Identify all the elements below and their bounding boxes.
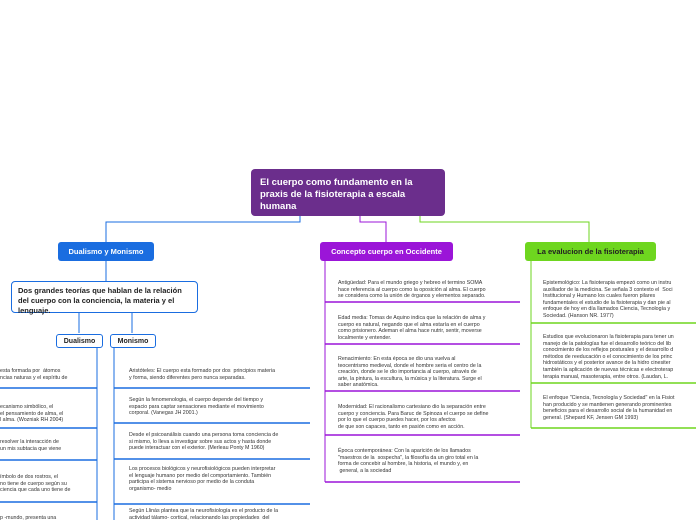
- branch-concepto-occidente[interactable]: Concepto cuerpo en Occidente: [320, 242, 453, 261]
- monismo-item-5[interactable]: Según Llinás plantea que la neurofisiología es el producto de la actividad tálamo- cortical, relacionando las propiedades del: [129, 508, 279, 520]
- branch-evaluacion-fisioterapia[interactable]: La evalucion de la fisioterapia: [525, 242, 656, 261]
- evaluacion-item-enfoque-cts[interactable]: El enfoque "Ciencia, Tecnología y Sociedad" en la Fisiot han producido y se mantienen generando prominentes beneficios para el desarrollo social de la humanidad en general. (Shepard KF, Jensen GM 1993): [543, 395, 675, 421]
- connector-evaluacion: [420, 216, 589, 242]
- dualismo-item-3[interactable]: resolver la interacción de un mis subtacia que viene: [0, 439, 62, 452]
- monismo-item-4[interactable]: Los procesos biológicos y neurofisiológicos pueden interpretar el lenguaje humano por medio del comportamiento. También participa el sistema nervioso por medio de la conduta organismo- medio: [129, 466, 276, 492]
- branch-dualismo-monismo[interactable]: Dualismo y Monismo: [58, 242, 154, 261]
- evaluacion-item-estudios[interactable]: Estudios que evolucionaron la fisioterapia para tener un manejo de la patologías fue el desarrollo teórico del lib conocimiento de los reflejos posturales y el desarrollo d métodos de reeducación o el conocimiento de los princ hidrostáticos y el posterior avance de la hidro cinesiter también la aplicación de nuevas técnicas e electroterap terapia manual, masoterapia, entre otros. (Laudan, L.: [543, 334, 674, 380]
- concepto-item-edad-media[interactable]: Edad media: Tomas de Aquino indica que la relación de alma y cuerpo es natural, negando que el alma estaría en el cuerpo como prisionero. Ademan el alma hace nutrir, sentir, moverse localmente y entender.: [338, 315, 486, 341]
- monismo-item-1[interactable]: Aristóteles: El cuerpo esta formado por dos principios materia y forma, siendo diferentes pero nunca separadas.: [129, 368, 276, 381]
- dualismo-item-1[interactable]: esta formada por átomos ncias naturas y el espíritu de: [0, 368, 68, 381]
- concepto-item-contemporanea[interactable]: Época contemporánea: Con la aparición de los llamados "maestros de la sospecha", la filosofía da un giro total en la forma de concebir al hombre, la historia, el mundo y, en general, a la sociedad: [338, 448, 479, 474]
- connector-dualismo: [106, 216, 300, 242]
- monismo-item-3[interactable]: Desde el psicoanálisis cuando una persona toma conciencia de si mismo, lo lleva a investigar sobre sus actos y hasta donde puede interactuar con el exterior. (Merleau Ponty M 1960): [129, 432, 279, 452]
- teorias-topic[interactable]: Dos grandes teorías que hablan de la relación del cuerpo con la conciencia, la materia y el lenguaje.: [11, 281, 198, 313]
- root-topic[interactable]: El cuerpo como fundamento en la praxis de la fisioterapia a escala humana: [251, 169, 445, 216]
- monismo-item-2[interactable]: Según la fenomenologia, el cuerpo depende del tiempo y espacio para captar sensaciones mediante el movimiento corporal. (Vanegas JH 2001.): [129, 397, 264, 417]
- evaluacion-item-epistemologico[interactable]: Epistemológico: La fisioterapia empezó como un instru auxiliador de la medicina. Se señala 3 contexto el Soci Institucional y Humano los cuales fueron pilares fundamentales el estudio de la fisioterapia y dan pie al enfoque de hoy en día llamados Ciencia, Tecnología y Sociedad. (Hanson NR. 1977): [543, 280, 673, 319]
- concepto-item-modernidad[interactable]: Modernidad: El racionalismo cartesiano dio la separación entre cuerpo y conciencia. Para Baruc de Spinoza el cuerpo se define por lo que el cuerpo puedes hacer, por los afectos de que son capaces, tanto en pasión como en acción.: [338, 404, 489, 430]
- dualismo-item-4[interactable]: ímbolo de dos rostros, el no tiene de cuerpo según su ciencia que cada uno tiene de: [0, 474, 71, 494]
- dualismo-item-2[interactable]: ecanismo simbólico, el el pensamiento de alma, el l alma. (Wozniak RH 2004): [0, 404, 64, 424]
- concepto-item-antiguedad[interactable]: Antigüedad: Para el mundo griego y hebreo el termino SOMA hace referencia al cuerpo como la oposición al alma. El cuerpo se considera como la unión de órganos y elementos separado.: [338, 280, 486, 300]
- dualismo-topic[interactable]: Dualismo: [56, 334, 103, 348]
- monismo-topic[interactable]: Monismo: [110, 334, 156, 348]
- dualismo-item-5[interactable]: p -mundo, presenta una: [0, 515, 57, 521]
- connector-concepto: [360, 216, 386, 242]
- concepto-item-renacimiento[interactable]: Renacimiento: En esta época se dio una vuelva al teocentrismo medieval, donde el hombre seria el centro de la creación, donde se le dio importancia al cuerpo, através de arte, la pintura, la escultura, la música y la literatura. Surge el saber anatómica.: [338, 356, 482, 389]
